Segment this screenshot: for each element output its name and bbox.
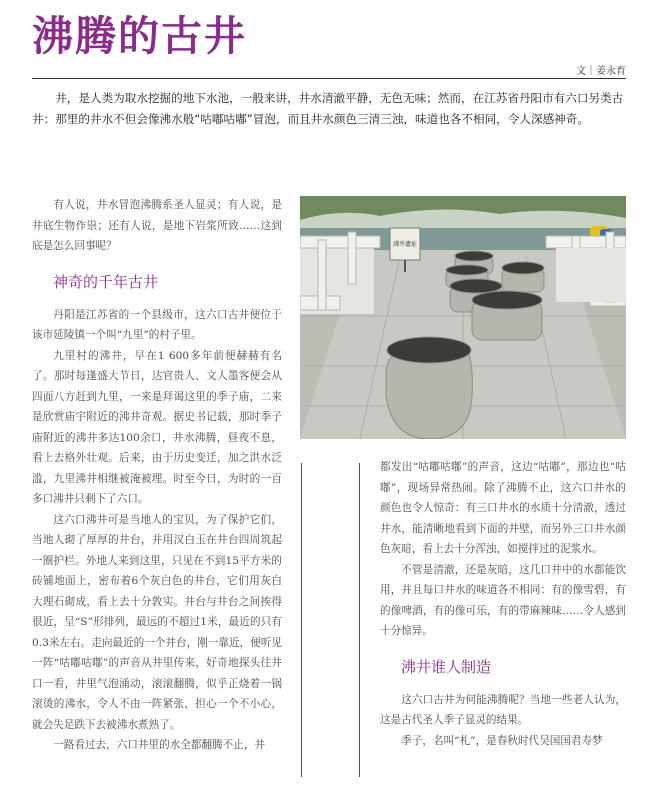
left-column [32,195,282,756]
body-paragraph: 丹阳是江苏省的一个县级市，这六口古井便位于该市延陵镇一个叫“九里”的村子里。 [32,308,282,341]
lead-paragraph: 井，是人类为取水挖掘的地下水池，一般来讲，井水清澈平静，无色无味；然而，在江苏省丹阳市有六口另类古井：那里的井水不但会像沸水般“咕嘟咕嘟”冒泡，而且井水颜色三清三浊，味道也各不相同，令人深感神奇。 [32,91,624,126]
page-title: 沸腾的古井 [32,12,247,60]
body-paragraph: 季子，名叫“札”，是春秋时代吴国国君寿梦 [401,734,603,747]
right-column [380,457,626,751]
body-paragraph: 这六口古井为何能沸腾呢？当地一些老人认为，这是古代圣人季子显灵的结果。 [380,693,626,726]
column-rule-left [301,463,302,777]
ancient-wells-photo [300,196,626,439]
title-divider [32,78,626,79]
body-paragraph: 九里村的沸井，早在1 600多年前便赫赫有名了。那时每逢盛大节日，达官贵人、文人墨客便会从四面八方赶到九里，一来是拜谒这里的季子庙，二来是欣赏庙宇附近的沸井奇观。据史书记载，那时季子庙附近的沸井多达100余口，井水沸腾，昼夜不息，看上去格外壮观。后来，由于历史变迁，加之洪水泛滥，九里沸井相继被淹被埋。时至今日，为时的一百多口沸井只剩下了六口。 [32,349,282,505]
body-paragraph: 不管是清澈，还是灰暗，这几口井中的水都能饮用，并且每口井水的味道各不相同：有的像雪碧，有的像啤酒，有的像可乐，有的带麻辣味……令人感到十分惊异。 [380,563,626,637]
column-rule-right [359,463,360,777]
intro-paragraph: 有人说，井水冒泡沸腾系圣人显灵；有人说，是井底生物作祟；还有人说，是地下岩浆所致……这到底是怎么回事呢？ [32,199,282,252]
author-credit: 文｜姜永育 [576,66,626,77]
section-heading-who-made-wells: 沸井谁人制造 [401,657,492,676]
body-paragraph: 这六口沸井可是当地人的宝贝，为了保护它们，当地人砌了厚厚的井台，并用汉白玉在井台四周筑起一圈护栏。外地人来到这里，只见在不到15平方米的砖铺地面上，密布着6个灰白色的井台，它们用灰白大理石砌成，看上去十分敦实。井台与井台之间挨得很近，呈“S”形排列，最远的不超过1米，最近的只有0.3米左右。走向最近的一个井台，刚一靠近，便听见一阵“咕嘟咕嘟”的声音从井里传来，好奇地探头往井口一看，井里气泡涌动，滚滚翻腾，似乎正烧着一锅滚烫的沸水，令人不由一阵紧张，担心一个不小心，就会失足跌下去被沸水煮熟了。 [32,513,282,731]
body-paragraph: 一路看过去，六口井里的水全都翻腾不止，井 [53,739,266,751]
site-sign-text: 沸井遗址 [392,241,418,248]
section-heading-ancient-wells: 神奇的千年古井 [53,272,159,291]
body-paragraph: 都发出“咕嘟咕嘟”的声音，这边“咕嘟”，那边也“咕嘟”，现场异常热闹。除了沸腾不止，这六口井水的颜色也令人惊奇：有三口井水的水质十分清澈，透过井水，能清晰地看到下面的井壁，而另外三口井水颜色灰暗，看上去十分浑浊，如搅拌过的泥浆水。 [380,461,626,555]
